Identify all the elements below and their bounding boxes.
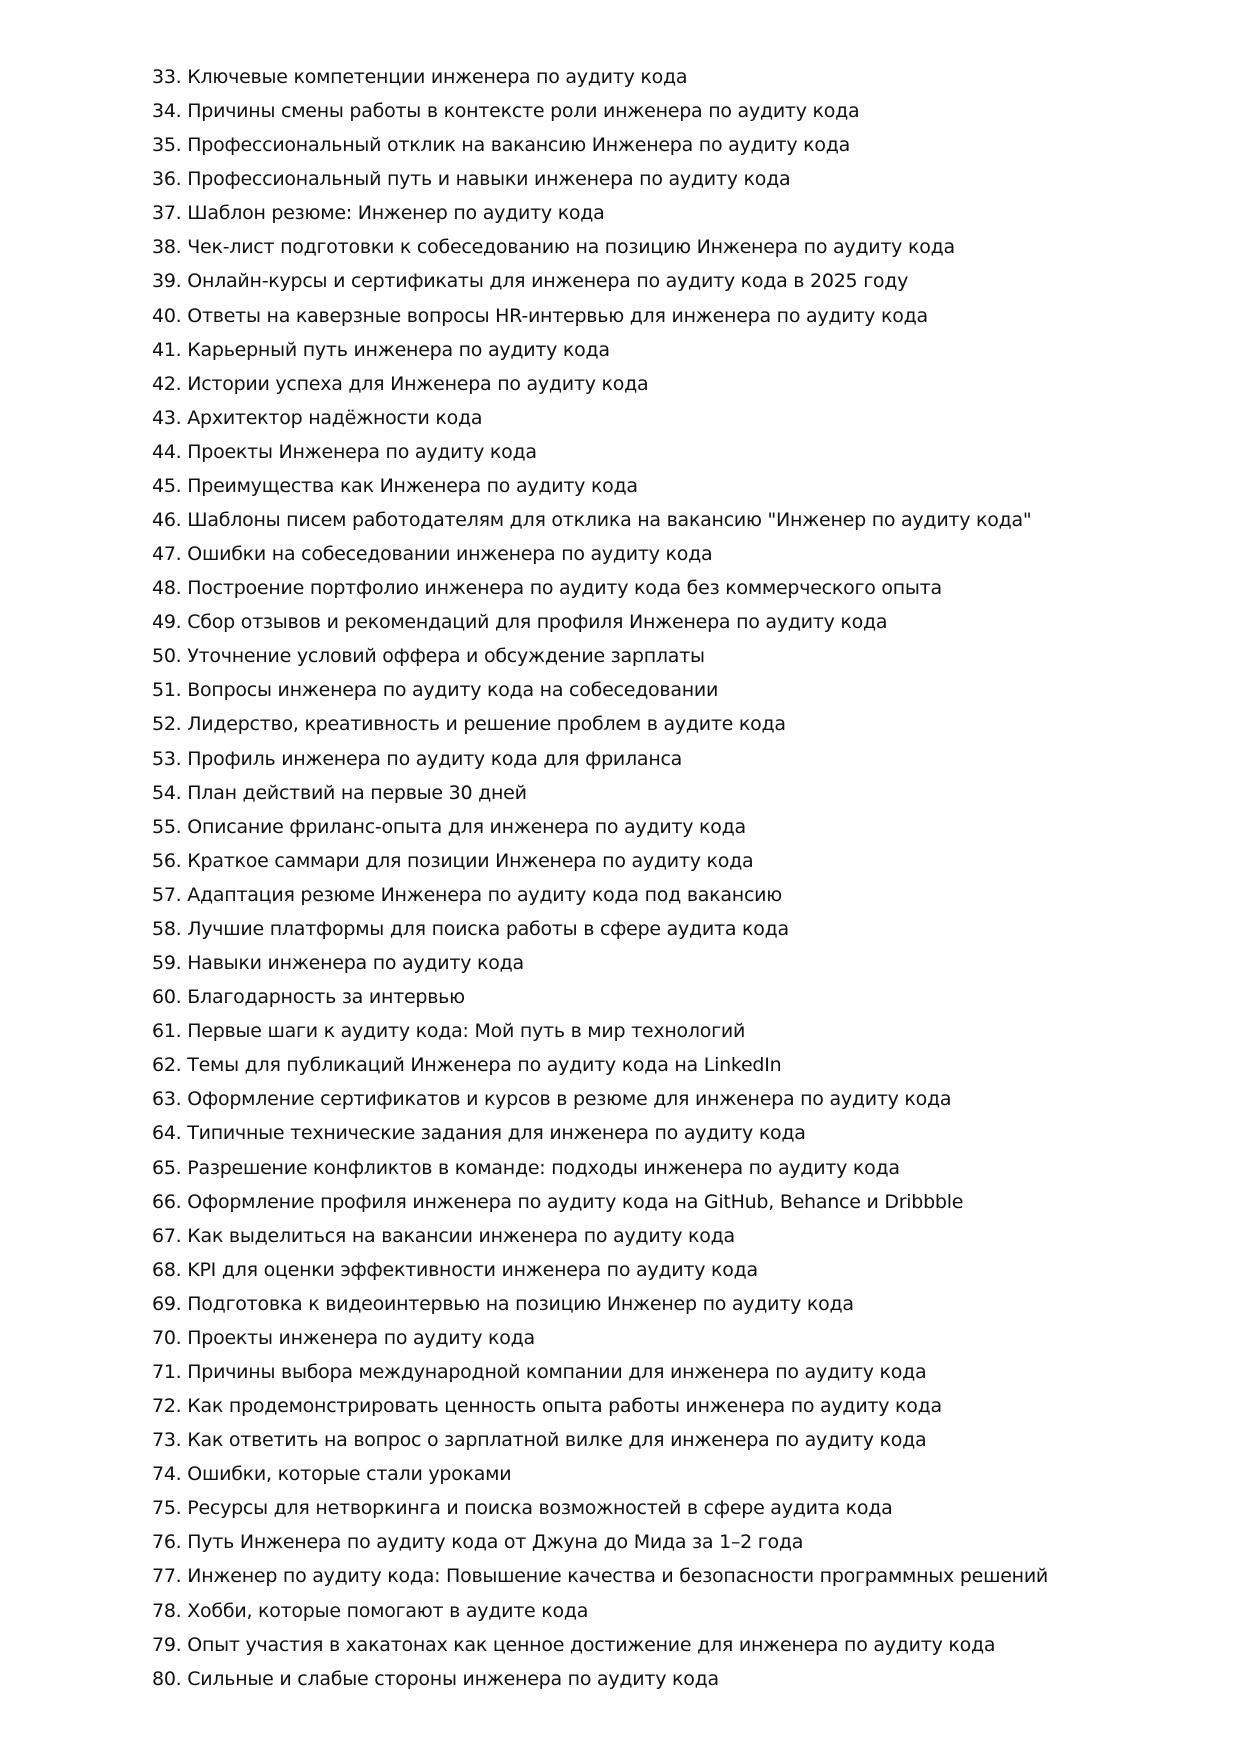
list-item-number: 62. [152,1054,182,1077]
list-item [152,299,1172,333]
list-item-number: 65. [152,1156,182,1179]
list-item-number: 66. [152,1190,182,1213]
list-item-number: 76. [152,1531,182,1554]
list-item [152,537,1172,571]
list-item-title: Проекты Инженера по аудиту кода [187,440,537,463]
list-item [152,980,1172,1014]
list-item-number: 63. [152,1088,182,1111]
list-item-title: Путь Инженера по аудиту кода от Джуна до Мида за 1–2 года [187,1531,804,1554]
list-item [152,1423,1172,1457]
list-item-title: Адаптация резюме Инженера по аудиту кода под вакансию [187,883,783,906]
list-item-number: 37. [152,202,182,225]
list-item-number: 75. [152,1497,182,1520]
list-item [152,1662,1172,1696]
list-item-number: 72. [152,1395,182,1418]
list-item-number: 78. [152,1599,182,1622]
list-item-number: 73. [152,1429,182,1452]
list-item [152,1491,1172,1525]
list-item [152,1151,1172,1185]
list-item-title: Подготовка к видеоинтервью на позицию Инженер по аудиту кода [187,1292,854,1315]
list-item-title: Шаблоны писем работодателям для отклика на вакансию "Инженер по аудиту кода" [187,509,1032,532]
list-item-number: 56. [152,849,182,872]
list-item-number: 35. [152,134,182,157]
list-item-title: Шаблон резюме: Инженер по аудиту кода [187,202,605,225]
list-item [152,946,1172,980]
list-item-number: 67. [152,1224,182,1247]
list-item [152,1048,1172,1082]
list-item [152,128,1172,162]
list-item [152,264,1172,298]
list-item-title: Хобби, которые помогают в аудите кода [187,1599,589,1622]
list-item-number: 74. [152,1463,182,1486]
list-item [152,503,1172,537]
list-item-number: 71. [152,1360,182,1383]
list-item-number: 59. [152,952,182,975]
list-item-title: План действий на первые 30 дней [187,781,527,804]
list-item-number: 69. [152,1292,182,1315]
list-item-title: Онлайн-курсы и сертификаты для инженера по аудиту кода в 2025 году [187,270,909,293]
list-item [152,912,1172,946]
list-item [152,469,1172,503]
list-item [152,673,1172,707]
list-item-title: Описание фриланс-опыта для инженера по аудиту кода [187,815,746,838]
list-item-number: 60. [152,986,182,1009]
list-item-number: 49. [152,611,182,634]
list-item [152,776,1172,810]
list-item-title: Разрешение конфликтов в команде: подходы инженера по аудиту кода [187,1156,900,1179]
list-item-title: Благодарность за интервью [187,986,465,1009]
list-item-number: 42. [152,372,182,395]
list-item-title: Архитектор надёжности кода [187,406,483,429]
list-item-number: 52. [152,713,182,736]
list-item-number: 70. [152,1326,182,1349]
list-item-title: Ресурсы для нетворкинга и поиска возможностей в сфере аудита кода [187,1497,893,1520]
list-item-title: Причины выбора международной компании для инженера по аудиту кода [187,1360,927,1383]
list-item-number: 80. [152,1667,182,1690]
list-item [152,162,1172,196]
list-item [152,60,1172,94]
list-item [152,1082,1172,1116]
list-item-title: Сбор отзывов и рекомендаций для профиля Инженера по аудиту кода [187,611,888,634]
list-item-number: 41. [152,338,182,361]
list-item-title: Типичные технические задания для инженера по аудиту кода [187,1122,806,1145]
list-item [152,333,1172,367]
list-item [152,435,1172,469]
list-item-title: Краткое саммари для позиции Инженера по аудиту кода [187,849,754,872]
list-item-number: 50. [152,645,182,668]
list-item [152,401,1172,435]
list-item-number: 40. [152,304,182,327]
list-item-number: 33. [152,66,182,88]
list-item-title: Навыки инженера по аудиту кода [187,952,524,975]
list-item-number: 46. [152,509,182,532]
list-item-title: Инженер по аудиту кода: Повышение качества и безопасности программных решений [187,1565,1049,1588]
list-item-title: Как продемонстрировать ценность опыта работы инженера по аудиту кода [187,1395,942,1418]
list-item [152,1253,1172,1287]
list-item-number: 64. [152,1122,182,1145]
list-item-number: 57. [152,883,182,906]
list-item-number: 51. [152,679,182,702]
list-item-title: KPI для оценки эффективности инженера по аудиту кода [187,1258,758,1281]
list-item [152,1525,1172,1559]
list-item-title: Ключевые компетенции инженера по аудиту кода [187,66,688,88]
list-item [152,1219,1172,1253]
list-item-title: Оформление профиля инженера по аудиту кода на GitHub, Behance и Dribbble [187,1190,964,1213]
list-item [152,639,1172,673]
list-item-number: 55. [152,815,182,838]
list-item-title: Чек-лист подготовки к собеседованию на позицию Инженера по аудиту кода [187,236,955,259]
list-item-title: Профессиональный отклик на вакансию Инженера по аудиту кода [187,134,850,157]
list-item-title: Оформление сертификатов и курсов в резюме для инженера по аудиту кода [187,1088,952,1111]
list-item-title: Ошибки на собеседовании инженера по аудиту кода [187,543,713,566]
list-item-title: Проекты инженера по аудиту кода [187,1326,535,1349]
list-item-number: 48. [152,577,182,600]
list-item [152,1116,1172,1150]
list-item [152,1355,1172,1389]
list-item [152,196,1172,230]
list-item [152,1287,1172,1321]
list-item-title: Уточнение условий оффера и обсуждение зарплаты [187,645,705,668]
list-item [152,571,1172,605]
list-item-number: 38. [152,236,182,259]
list-item [152,1559,1172,1593]
list-item [152,94,1172,128]
list-item [152,1628,1172,1662]
list-item [152,878,1172,912]
list-item-number: 34. [152,100,182,123]
list-item-number: 43. [152,406,182,429]
list-item-title: Ответы на каверзные вопросы HR-интервью для инженера по аудиту кода [187,304,928,327]
list-item-number: 79. [152,1633,182,1656]
list-item-number: 61. [152,1020,182,1043]
list-item-title: Опыт участия в хакатонах как ценное достижение для инженера по аудиту кода [187,1633,996,1656]
list-item-title: Лучшие платформы для поиска работы в сфере аудита кода [187,917,789,940]
list-item-number: 68. [152,1258,182,1281]
numbered-list [152,60,1172,1696]
list-item-title: Преимущества как Инженера по аудиту кода [187,474,638,497]
list-item [152,1014,1172,1048]
list-item-number: 44. [152,440,182,463]
list-item-title: Причины смены работы в контексте роли инженера по аудиту кода [187,100,860,123]
list-item [152,810,1172,844]
list-item-number: 54. [152,781,182,804]
list-item-number: 47. [152,543,182,566]
list-item-number: 45. [152,474,182,497]
list-item-number: 58. [152,917,182,940]
list-item-title: Профессиональный путь и навыки инженера по аудиту кода [187,168,791,191]
list-item [152,844,1172,878]
list-item [152,1389,1172,1423]
list-item-title: Ошибки, которые стали уроками [187,1463,512,1486]
list-item [152,230,1172,264]
list-item-title: Первые шаги к аудиту кода: Мой путь в мир технологий [187,1020,746,1043]
list-item [152,1321,1172,1355]
list-item-title: Профиль инженера по аудиту кода для фриланса [187,747,683,770]
list-item-number: 36. [152,168,182,191]
list-item [152,707,1172,741]
list-item-title: Лидерство, креативность и решение проблем в аудите кода [187,713,786,736]
list-item [152,1185,1172,1219]
list-item [152,367,1172,401]
list-item [152,1457,1172,1491]
list-item-title: Сильные и слабые стороны инженера по аудиту кода [187,1667,719,1690]
list-item-number: 53. [152,747,182,770]
list-item-number: 77. [152,1565,182,1588]
list-item [152,605,1172,639]
list-item-title: Темы для публикаций Инженера по аудиту кода на LinkedIn [187,1054,782,1077]
list-item-title: Истории успеха для Инженера по аудиту кода [187,372,649,395]
list-item-title: Как выделиться на вакансии инженера по аудиту кода [187,1224,735,1247]
list-item-title: Построение портфолио инженера по аудиту кода без коммерческого опыта [187,577,942,600]
list-item [152,742,1172,776]
list-item-number: 39. [152,270,182,293]
list-item-title: Вопросы инженера по аудиту кода на собеседовании [187,679,719,702]
list-item [152,1594,1172,1628]
list-item-title: Как ответить на вопрос о зарплатной вилке для инженера по аудиту кода [187,1429,927,1452]
list-item-title: Карьерный путь инженера по аудиту кода [187,338,610,361]
